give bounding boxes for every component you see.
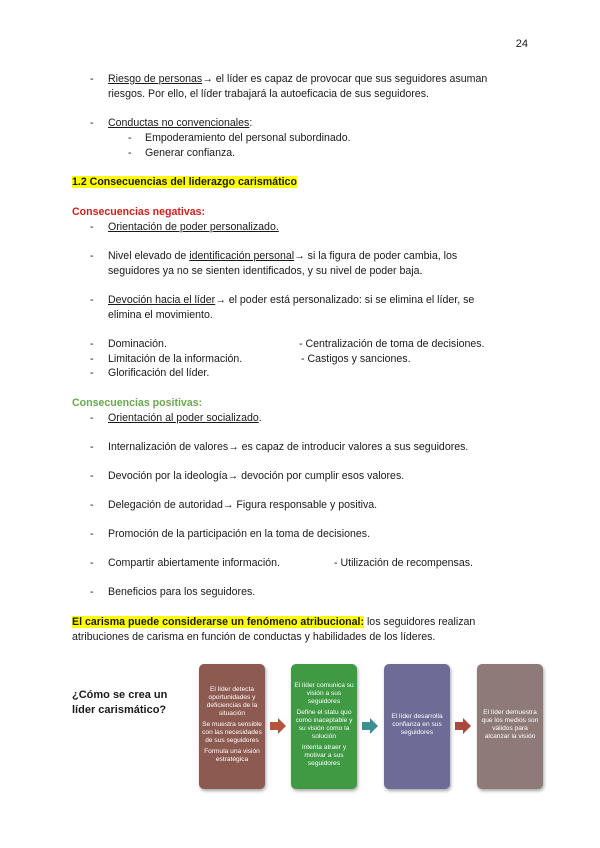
section-heading-text: 1.2 Consecuencias del liderazgo carismático: [72, 176, 297, 188]
list-item: - Castigos y sanciones.: [301, 353, 411, 365]
list-item-line: riesgos. Por ello, el líder trabajará la autoeficacia de sus seguidores.: [108, 88, 429, 100]
box-text: Intenta atraer y motivar a sus seguidores: [301, 744, 347, 767]
sub-dash: -: [128, 147, 132, 159]
list-dash: -: [90, 586, 94, 598]
positive-heading: Consecuencias positivas:: [72, 397, 203, 409]
diagram-question: ¿Cómo se crea un: [72, 689, 168, 701]
text: Nivel elevado de: [108, 250, 190, 262]
box-text: Define el statu quo como inaceptable y su visión como la solución: [295, 709, 353, 740]
box-text: Formula una visión estratégica: [204, 748, 260, 763]
list-dash: -: [90, 412, 94, 424]
list-item-line: elimina el movimiento.: [108, 309, 213, 321]
list-item-conductas: [108, 116, 252, 131]
list-item: Delegación de autoridad→ Figura responsable y positiva.: [108, 499, 378, 511]
process-box-2: [291, 664, 357, 789]
process-box-3: [384, 664, 450, 789]
text: :: [249, 117, 253, 129]
list-item: Orientación de poder personalizado.: [108, 221, 279, 233]
text: .: [258, 412, 262, 424]
text: → el poder está personalizado: si se elimina el líder, se: [215, 294, 475, 306]
list-dash: -: [90, 221, 94, 233]
list-dash: -: [90, 353, 94, 365]
box-text: El líder comunica su visión a sus seguidores: [294, 682, 354, 705]
term: identificación personal: [189, 250, 295, 262]
process-box-4: [477, 664, 543, 789]
text: → si la figura de poder cambia, los: [294, 250, 458, 262]
arrow-right-icon: [270, 718, 286, 734]
charisma-line: atribuciones de carisma en función de conductas y habilidades de los líderes.: [72, 631, 436, 643]
box-text: Se muestra sensible con las necesidades de sus seguidores: [202, 721, 262, 744]
list-dash: -: [90, 117, 94, 129]
box-text: El líder desarrolla confianza en sus seguidores: [391, 713, 443, 736]
list-item: Glorificación del líder.: [108, 367, 210, 379]
list-item: Limitación de la información.: [108, 353, 243, 365]
list-item: [108, 411, 262, 426]
term: Devoción hacia el líder: [108, 294, 216, 306]
list-item-riesgo: [108, 72, 528, 87]
list-dash: -: [90, 470, 94, 482]
list-dash: -: [90, 367, 94, 379]
list-item: Beneficios para los seguidores.: [108, 586, 256, 598]
list-dash: -: [90, 499, 94, 511]
list-dash: -: [90, 294, 94, 306]
section-heading: [72, 175, 297, 190]
list-dash: -: [90, 338, 94, 350]
list-dash: -: [90, 528, 94, 540]
list-item: - Utilización de recompensas.: [334, 557, 473, 569]
sub-item: Empoderamiento del personal subordinado.: [145, 132, 351, 144]
arrow-right-icon: [362, 718, 378, 734]
text: → el líder es capaz de provocar que sus seguidores asuman: [202, 73, 488, 85]
term: Orientación al poder socializado: [108, 412, 259, 424]
list-dash: -: [90, 73, 94, 85]
sub-dash: -: [128, 132, 132, 144]
list-item: Promoción de la participación en la toma de decisiones.: [108, 528, 371, 540]
list-dash: -: [90, 557, 94, 569]
list-item: [108, 293, 474, 308]
list-dash: -: [90, 441, 94, 453]
list-item: Devoción por la ideología→ devoción por cumplir esos valores.: [108, 470, 405, 482]
list-item-line: seguidores ya no se sienten identificados, y su nivel de poder baja.: [108, 265, 423, 277]
sub-item: Generar confianza.: [145, 147, 236, 159]
box-text: El líder detecta oportunidades y deficiencias de la situación: [206, 686, 258, 717]
charisma-paragraph: [72, 615, 532, 630]
list-dash: -: [90, 250, 94, 262]
list-item: [108, 249, 457, 264]
process-box-1: [199, 664, 265, 789]
negative-heading: Consecuencias negativas:: [72, 206, 206, 218]
charisma-highlight: El carisma puede considerarse un fenómeno atribucional:: [72, 616, 364, 628]
diagram-question-line2: líder carismático?: [72, 704, 167, 716]
term: Conductas no convencionales: [108, 117, 250, 129]
list-item: Internalización de valores→ es capaz de introducir valores a sus seguidores.: [108, 441, 469, 453]
term: Riesgo de personas: [108, 73, 203, 85]
list-item: Dominación.: [108, 338, 167, 350]
list-item: Compartir abiertamente información.: [108, 557, 280, 569]
box-text: El líder demuestra que los medios son válidos para alcanzar la visión: [481, 709, 539, 740]
text: los seguidores realizan: [364, 616, 476, 628]
arrow-right-icon: [455, 718, 471, 734]
page-number: 24: [515, 38, 528, 50]
list-item: - Centralización de toma de decisiones.: [299, 338, 485, 350]
